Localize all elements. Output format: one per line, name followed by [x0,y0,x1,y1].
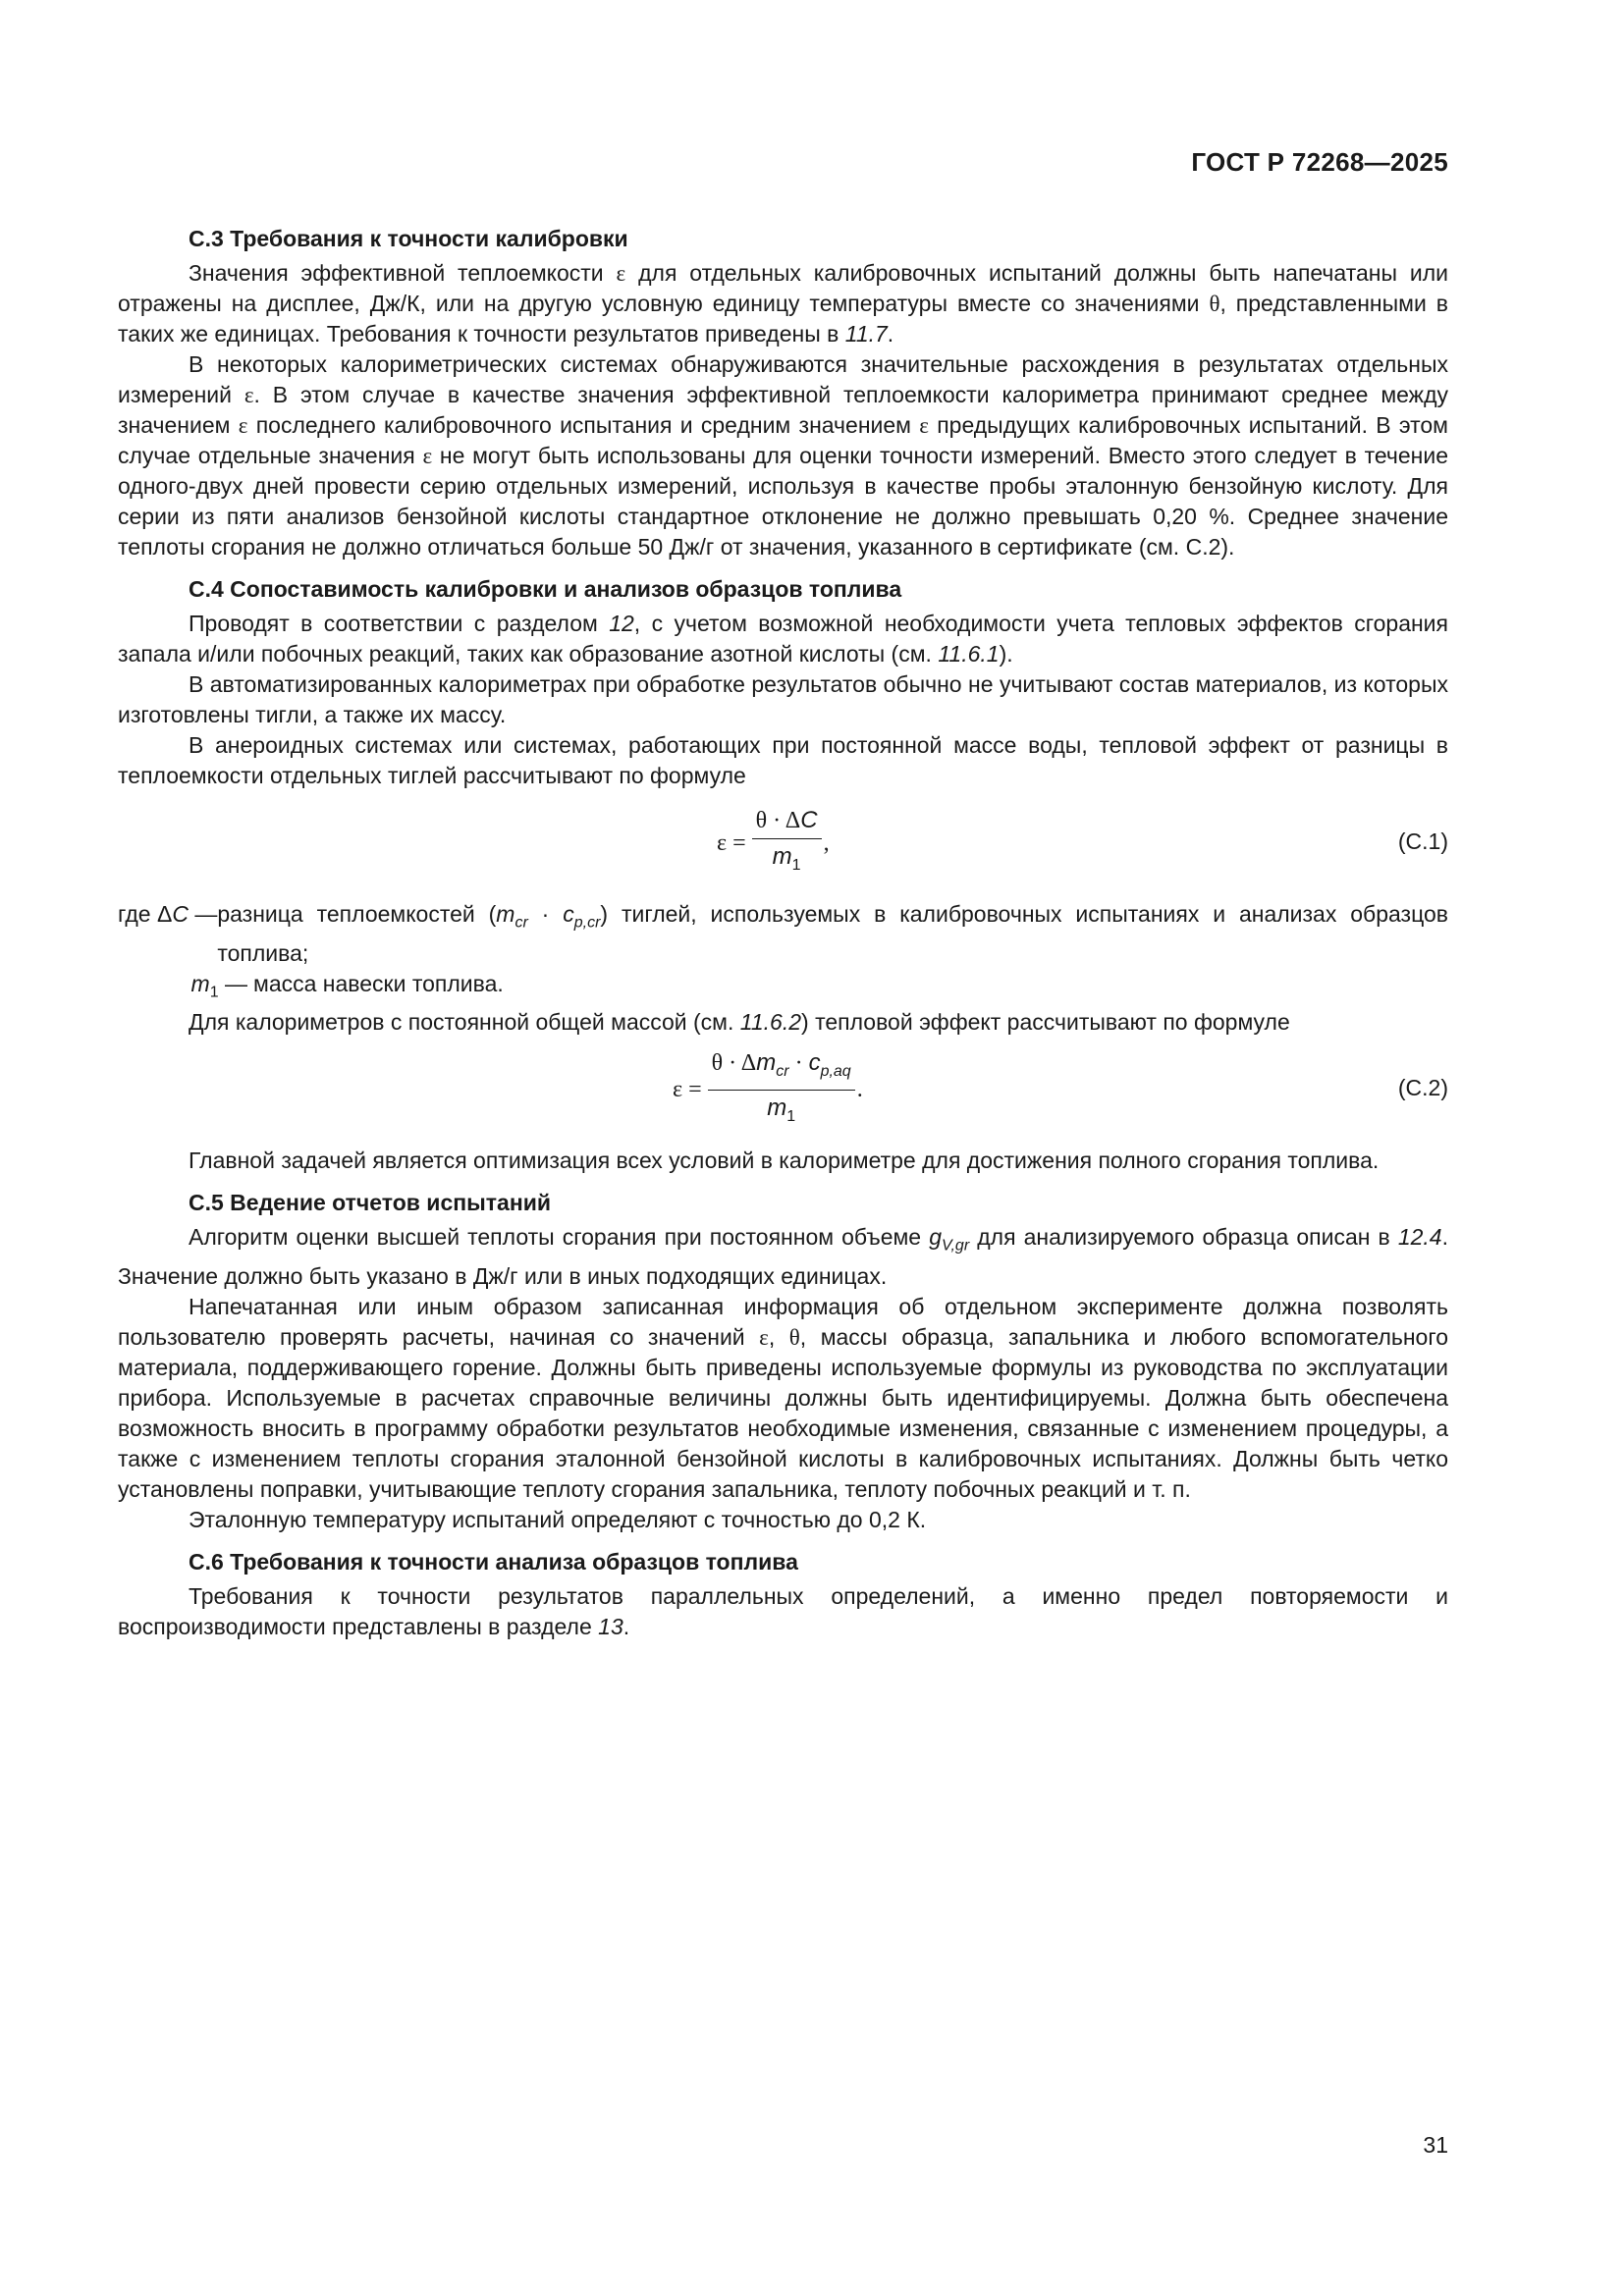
section-c3-paragraph-1: Значения эффективной теплоемкости ε для отдельных калибровочных испытаний должны быть напечатаны или отражены на дисплее, Дж/К, или на другую условную единицу температуры вместе со значениями θ, представленными в таких же единицах. Требования к точности результатов приведены в 11.7. [118,260,1448,347]
formula-c1-expression: ε = $\frac{\theta \cdot \Delta C}{m_1}$ , [717,807,830,874]
reference-11-6-2: 11.6.2 [739,1009,802,1036]
section-c4-paragraph-2: В автоматизированных калориметрах при обработке результатов обычно не учитывают состав материалов, из которых изготовлены тигли, а также их массу. [118,671,1448,727]
where-list [118,899,1448,1007]
formula-c2 [118,1047,1448,1132]
where-item-m1: $m_1$ — масса навески топлива. [190,970,504,1001]
section-c5-title: С.5 Ведение отчетов испытаний [189,1190,551,1216]
section-c5-paragraph-2: Напечатанная или иным образом записанная информация об отдельном эксперименте должна позволять пользователю проверять расчеты, начиная со значений ε, θ, массы образца, запальника и любого вспомогательного материала, поддерживающего горение. Должны быть приведены используемые формулы из руководства по эксплуатации прибора. Используемые в расчетах справочные величины должны быть идентифицируемы. Должна быть обеспечена возможность вносить в программу обработки результатов необходимые изменения, связанные с изменением процедуры, а также с изменением теплоты сгорания эталонной бензойной кислоты в калибровочных испытаниях. Должны быть четко установлены поправки, учитывающие теплоту сгорания запальника, теплоту побочных реакций и т. п. [118,1293,1449,1502]
section-c5-paragraph-3: Эталонную температуру испытаний определяют с точностью до 0,2 К. [189,1506,927,1532]
section-c4-title: С.4 Сопоставимость калибровки и анализов образцов топлива [189,576,902,602]
document-body [118,224,1448,1654]
reference-11-6-1: 11.6.1 [938,641,1000,667]
section-c4-paragraph-5: Главной задачей является оптимизация всех условий в калориметре для достижения полного сгорания топлива. [189,1148,1380,1174]
section-c3 [118,224,1448,562]
reference-13: 13 [598,1613,623,1639]
where-item-delta-c: где ΔC — разница теплоемкостей $(m_{cr} \cdot c_{p,cr})$ тиглей, используемых в калибровочных испытаниях и анализах образцов топлива; [118,901,1448,966]
document-header: ГОСТ Р 72268—2025 [1191,147,1448,177]
section-c5-paragraph-1: Алгоритм оценки высшей теплоты сгорания при постоянном объеме $g_{V,gr}$ для анализируемого образца описан в 12.4. Значение должно быть указано в Дж/г или в иных подходящих единицах. [118,1224,1448,1289]
section-c3-paragraph-2: В некоторых калориметрических системах обнаруживаются значительные расхождения в результатах отдельных измерений ε. В этом случае в качестве значения эффективной теплоемкости калориметра принимают среднее между значением ε последнего калибровочного испытания и средним значением ε предыдущих калибровочных испытаний. В этом случае отдельные значения ε не могут быть использованы для оценки точности измерений. Вместо этого следует в течение одного-двух дней провести серию отдельных измерений, используя в качестве пробы эталонную бензойную кислоту. Для серии из пяти анализов бензойной кислоты стандартное отклонение не должно превышать 0,20 %. Среднее значение теплоты сгорания не должно отличаться больше 50 Дж/г от значения, указанного в сертификате (см. С.2). [118,351,1449,560]
formula-c1-number: (С.1) [1397,828,1448,854]
section-c5 [118,1188,1448,1535]
formula-c1 [118,801,1448,885]
section-c6-title: С.6 Требования к точности анализа образцов топлива [189,1548,798,1575]
reference-12-4: 12.4 [1397,1224,1442,1251]
section-c4 [118,574,1448,1176]
page-number: 31 [1423,2132,1448,2158]
section-c3-title: С.3 Требования к точности калибровки [189,226,628,251]
section-c6 [118,1547,1448,1642]
reference-12: 12 [609,611,634,636]
document-page [118,0,1448,2296]
formula-c2-number: (С.2) [1397,1075,1448,1101]
section-c4-paragraph-3: В анероидных системах или системах, работающих при постоянной массе воды, тепловой эффект от разницы в теплоемкости отдельных тиглей рассчитывают по формуле [118,732,1448,788]
formula-c2-expression: ε = $\frac{\theta \cdot \Delta m_{cr} \cdot c_{p,aq}}{m_1}$ . [673,1048,863,1125]
section-c4-paragraph-4: Для калориметров с постоянной общей массой (см. 11.6.2) тепловой эффект рассчитывают по формуле [189,1009,1290,1036]
section-c6-paragraph-1: Требования к точности результатов параллельных определений, а именно предел повторяемости и воспроизводимости представлены в разделе 13. [118,1582,1448,1639]
reference-11-7: 11.7 [844,321,888,347]
section-c4-paragraph-1: Проводят в соответствии с разделом 12, с учетом возможной необходимости учета тепловых эффектов сгорания запала и/или побочных реакций, таких как образование азотной кислоты (см. 11.6.1). [118,611,1448,667]
